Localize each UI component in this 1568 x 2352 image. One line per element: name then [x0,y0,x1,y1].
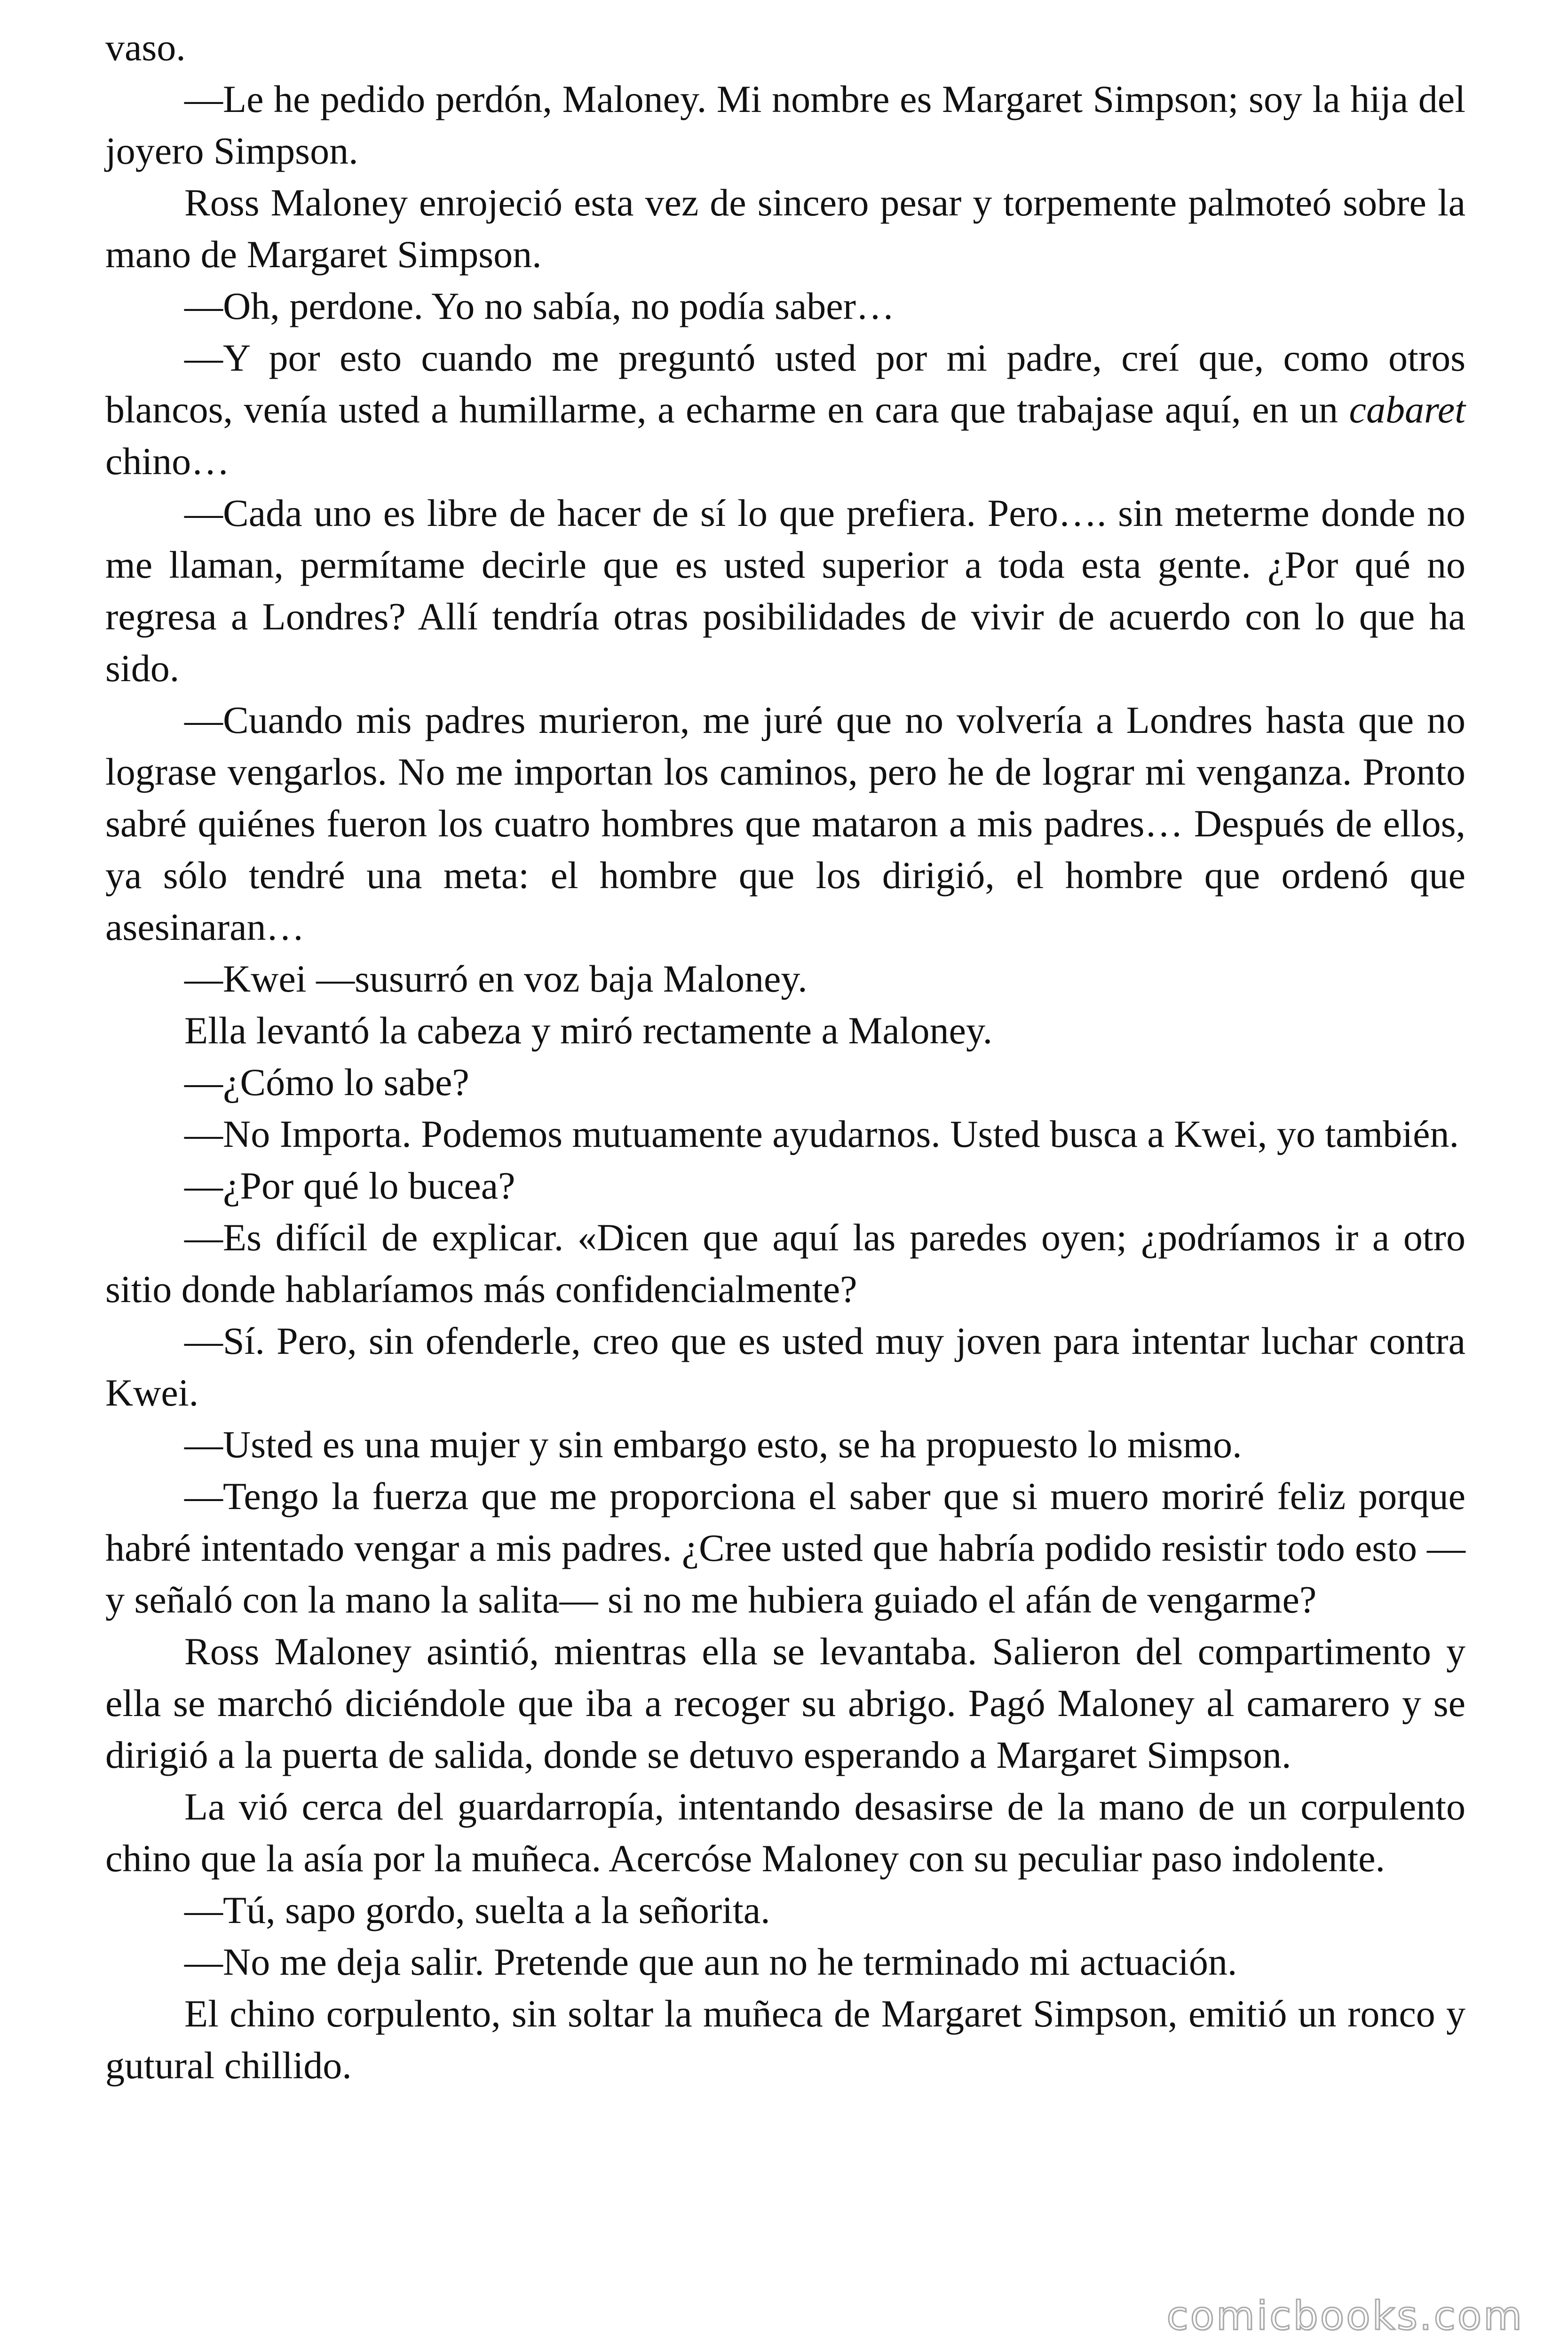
italic-word: cabaret [1349,388,1465,431]
paragraph: La vió cerca del guardarropía, intentando desasirse de la mano de un corpulento chino que la asía por la muñeca. Acercóse Maloney con su peculiar paso indolente. [105,1785,1465,1880]
paragraph [105,332,1465,487]
paragraph: —No me deja salir. Pretende que aun no he terminado mi actuación. [184,1940,1237,1983]
paragraph: Ross Maloney enrojeció esta vez de sincero pesar y torpemente palmoteó sobre la mano de Margaret Simpson. [105,181,1465,276]
paragraph: —Sí. Pero, sin ofenderle, creo que es usted muy joven para intentar luchar contra Kwei. [105,1319,1465,1414]
paragraph: —Kwei —susurró en voz baja Maloney. [184,957,808,1000]
paragraph: —¿Cómo lo sabe? [184,1061,469,1104]
paragraph: —Cada uno es libre de hacer de sí lo que prefiera. Pero…. sin meterme donde no me llaman, permítame decirle que es usted superior a toda esta gente. ¿Por qué no regresa a Londres? Allí tendría otras posibilidades de vivir de acuerdo con lo que ha sido. [105,492,1465,690]
paragraph: —Tú, sapo gordo, suelta a la señorita. [184,1889,770,1931]
paragraph: —¿Por qué lo bucea? [184,1164,515,1207]
paragraph: —Es difícil de explicar. «Dicen que aquí las paredes oyen; ¿podríamos ir a otro sitio donde hablaríamos más confidencialmente? [105,1216,1465,1311]
paragraph: Ella levantó la cabeza y miró rectamente a Maloney. [184,1009,993,1052]
paragraph: —Le he pedido perdón, Maloney. Mi nombre es Margaret Simpson; soy la hija del joyero Simpson. [105,78,1465,172]
paragraph: El chino corpulento, sin soltar la muñeca de Margaret Simpson, emitió un ronco y gutural chillido. [105,1992,1465,2087]
watermark: comicbooks.com [1166,2293,1524,2339]
paragraph-text: —Y por esto cuando me preguntó usted por mi padre, creí que, como otros blancos, venía usted a humillarme, a echarme en cara que trabajase aquí, en un [105,336,1465,431]
paragraph: vaso. [105,26,186,69]
paragraph: Ross Maloney asintió, mientras ella se levantaba. Salieron del compartimento y ella se marchó diciéndole que iba a recoger su abrigo. Pagó Maloney al camarero y se dirigió a la puerta de salida, donde se detuvo esperando a Margaret Simpson. [105,1630,1465,1776]
paragraph: —Tengo la fuerza que me proporciona el saber que si muero moriré feliz porque habré intentado vengar a mis padres. ¿Cree usted que habría podido resistir todo esto —y señaló con la mano la salita— si no me hubiera guiado el afán de vengarme? [105,1475,1465,1621]
paragraph: —Oh, perdone. Yo no sabía, no podía saber… [184,285,895,327]
page-text [105,22,1465,2091]
paragraph: —Usted es una mujer y sin embargo esto, se ha propuesto lo mismo. [184,1423,1242,1466]
paragraph: —No Importa. Podemos mutuamente ayudarnos. Usted busca a Kwei, yo también. [184,1112,1459,1155]
paragraph-text: chino… [105,440,230,483]
paragraph: —Cuando mis padres murieron, me juré que no volvería a Londres hasta que no lograse vengarlos. No me importan los caminos, pero he de lograr mi venganza. Pronto sabré quiénes fueron los cuatro hombres que mataron a mis padres… Después de ellos, ya sólo tendré una meta: el hombre que los dirigió, el hombre que ordenó que asesinaran… [105,699,1465,948]
